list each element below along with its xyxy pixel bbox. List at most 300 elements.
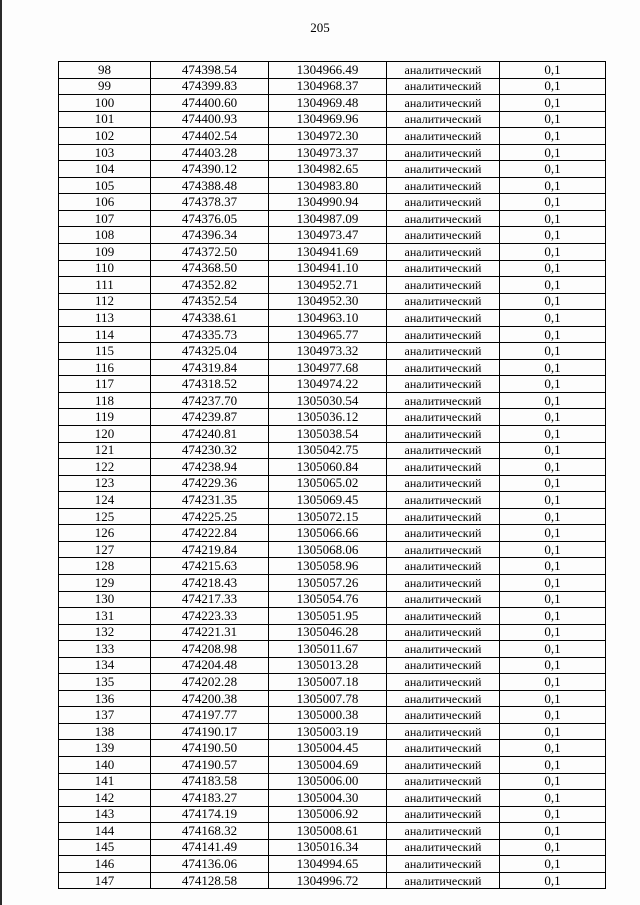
x-coordinate-cell: 474318.52	[151, 376, 269, 393]
accuracy-cell: 0,1	[500, 707, 606, 724]
x-coordinate-cell: 474218.43	[151, 574, 269, 591]
x-coordinate-cell: 474319.84	[151, 359, 269, 376]
y-coordinate-cell: 1304973.47	[269, 227, 387, 244]
method-cell: аналитический	[387, 475, 500, 492]
point-number-cell: 114	[59, 326, 151, 343]
x-coordinate-cell: 474174.19	[151, 806, 269, 823]
point-number-cell: 117	[59, 376, 151, 393]
accuracy-cell: 0,1	[500, 740, 606, 757]
point-number-cell: 110	[59, 260, 151, 277]
x-coordinate-cell: 474388.48	[151, 177, 269, 194]
table-row	[59, 674, 606, 691]
x-coordinate-cell: 474190.50	[151, 740, 269, 757]
point-number-cell: 135	[59, 674, 151, 691]
accuracy-cell: 0,1	[500, 128, 606, 145]
method-cell: аналитический	[387, 376, 500, 393]
point-number-cell: 144	[59, 823, 151, 840]
method-cell: аналитический	[387, 707, 500, 724]
point-number-cell: 108	[59, 227, 151, 244]
method-cell: аналитический	[387, 409, 500, 426]
y-coordinate-cell: 1304969.96	[269, 111, 387, 128]
point-number-cell: 142	[59, 790, 151, 807]
point-number-cell: 122	[59, 459, 151, 476]
method-cell: аналитический	[387, 624, 500, 641]
y-coordinate-cell: 1304994.65	[269, 856, 387, 873]
accuracy-cell: 0,1	[500, 756, 606, 773]
x-coordinate-cell: 474372.50	[151, 244, 269, 261]
x-coordinate-cell: 474240.81	[151, 426, 269, 443]
method-cell: аналитический	[387, 177, 500, 194]
x-coordinate-cell: 474237.70	[151, 392, 269, 409]
point-number-cell: 103	[59, 144, 151, 161]
point-number-cell: 128	[59, 558, 151, 575]
table-row	[59, 177, 606, 194]
y-coordinate-cell: 1305066.66	[269, 525, 387, 542]
table-row	[59, 508, 606, 525]
y-coordinate-cell: 1304977.68	[269, 359, 387, 376]
y-coordinate-cell: 1305007.18	[269, 674, 387, 691]
x-coordinate-cell: 474168.32	[151, 823, 269, 840]
point-number-cell: 138	[59, 723, 151, 740]
table-row	[59, 574, 606, 591]
point-number-cell: 126	[59, 525, 151, 542]
table-row	[59, 690, 606, 707]
y-coordinate-cell: 1305046.28	[269, 624, 387, 641]
point-number-cell: 133	[59, 641, 151, 658]
x-coordinate-cell: 474222.84	[151, 525, 269, 542]
accuracy-cell: 0,1	[500, 541, 606, 558]
method-cell: аналитический	[387, 558, 500, 575]
y-coordinate-cell: 1305060.84	[269, 459, 387, 476]
x-coordinate-cell: 474215.63	[151, 558, 269, 575]
table-row	[59, 756, 606, 773]
accuracy-cell: 0,1	[500, 856, 606, 873]
point-number-cell: 123	[59, 475, 151, 492]
method-cell: аналитический	[387, 277, 500, 294]
point-number-cell: 102	[59, 128, 151, 145]
method-cell: аналитический	[387, 492, 500, 509]
accuracy-cell: 0,1	[500, 442, 606, 459]
y-coordinate-cell: 1305013.28	[269, 657, 387, 674]
table-row	[59, 409, 606, 426]
point-number-cell: 113	[59, 310, 151, 327]
point-number-cell: 143	[59, 806, 151, 823]
method-cell: аналитический	[387, 740, 500, 757]
point-number-cell: 106	[59, 194, 151, 211]
table-row	[59, 475, 606, 492]
accuracy-cell: 0,1	[500, 608, 606, 625]
method-cell: аналитический	[387, 194, 500, 211]
table-row	[59, 128, 606, 145]
table-row	[59, 608, 606, 625]
x-coordinate-cell: 474141.49	[151, 839, 269, 856]
y-coordinate-cell: 1305058.96	[269, 558, 387, 575]
method-cell: аналитический	[387, 657, 500, 674]
accuracy-cell: 0,1	[500, 558, 606, 575]
method-cell: аналитический	[387, 260, 500, 277]
x-coordinate-cell: 474238.94	[151, 459, 269, 476]
y-coordinate-cell: 1305004.30	[269, 790, 387, 807]
method-cell: аналитический	[387, 111, 500, 128]
method-cell: аналитический	[387, 227, 500, 244]
method-cell: аналитический	[387, 161, 500, 178]
table-row	[59, 624, 606, 641]
method-cell: аналитический	[387, 78, 500, 95]
table-row	[59, 823, 606, 840]
method-cell: аналитический	[387, 591, 500, 608]
method-cell: аналитический	[387, 872, 500, 889]
accuracy-cell: 0,1	[500, 293, 606, 310]
method-cell: аналитический	[387, 541, 500, 558]
accuracy-cell: 0,1	[500, 872, 606, 889]
point-number-cell: 134	[59, 657, 151, 674]
accuracy-cell: 0,1	[500, 95, 606, 112]
coordinates-table	[58, 61, 606, 889]
method-cell: аналитический	[387, 690, 500, 707]
point-number-cell: 132	[59, 624, 151, 641]
method-cell: аналитический	[387, 128, 500, 145]
y-coordinate-cell: 1304974.22	[269, 376, 387, 393]
accuracy-cell: 0,1	[500, 359, 606, 376]
x-coordinate-cell: 474190.57	[151, 756, 269, 773]
method-cell: аналитический	[387, 674, 500, 691]
method-cell: аналитический	[387, 790, 500, 807]
point-number-cell: 100	[59, 95, 151, 112]
x-coordinate-cell: 474221.31	[151, 624, 269, 641]
y-coordinate-cell: 1305016.34	[269, 839, 387, 856]
accuracy-cell: 0,1	[500, 177, 606, 194]
accuracy-cell: 0,1	[500, 591, 606, 608]
x-coordinate-cell: 474396.34	[151, 227, 269, 244]
method-cell: аналитический	[387, 608, 500, 625]
page-number: 205	[310, 20, 330, 35]
point-number-cell: 118	[59, 392, 151, 409]
x-coordinate-cell: 474335.73	[151, 326, 269, 343]
y-coordinate-cell: 1304952.30	[269, 293, 387, 310]
method-cell: аналитический	[387, 343, 500, 360]
table-row	[59, 392, 606, 409]
x-coordinate-cell: 474376.05	[151, 210, 269, 227]
point-number-cell: 105	[59, 177, 151, 194]
accuracy-cell: 0,1	[500, 525, 606, 542]
table-row	[59, 343, 606, 360]
table-row	[59, 326, 606, 343]
point-number-cell: 116	[59, 359, 151, 376]
method-cell: аналитический	[387, 244, 500, 261]
point-number-cell: 125	[59, 508, 151, 525]
method-cell: аналитический	[387, 574, 500, 591]
table-row	[59, 541, 606, 558]
method-cell: аналитический	[387, 442, 500, 459]
table-row	[59, 78, 606, 95]
accuracy-cell: 0,1	[500, 392, 606, 409]
table-row	[59, 310, 606, 327]
y-coordinate-cell: 1305057.26	[269, 574, 387, 591]
point-number-cell: 141	[59, 773, 151, 790]
table-row	[59, 111, 606, 128]
x-coordinate-cell: 474197.77	[151, 707, 269, 724]
accuracy-cell: 0,1	[500, 326, 606, 343]
y-coordinate-cell: 1304990.94	[269, 194, 387, 211]
method-cell: аналитический	[387, 210, 500, 227]
table-row	[59, 442, 606, 459]
y-coordinate-cell: 1304941.10	[269, 260, 387, 277]
x-coordinate-cell: 474230.32	[151, 442, 269, 459]
table-row	[59, 773, 606, 790]
table-row	[59, 376, 606, 393]
table-row	[59, 210, 606, 227]
table-row	[59, 426, 606, 443]
table-row	[59, 260, 606, 277]
y-coordinate-cell: 1305065.02	[269, 475, 387, 492]
x-coordinate-cell: 474202.28	[151, 674, 269, 691]
method-cell: аналитический	[387, 756, 500, 773]
x-coordinate-cell: 474378.37	[151, 194, 269, 211]
point-number-cell: 136	[59, 690, 151, 707]
table-row	[59, 525, 606, 542]
y-coordinate-cell: 1304973.32	[269, 343, 387, 360]
accuracy-cell: 0,1	[500, 409, 606, 426]
table-row	[59, 806, 606, 823]
table-row	[59, 95, 606, 112]
accuracy-cell: 0,1	[500, 161, 606, 178]
table-row	[59, 740, 606, 757]
point-number-cell: 111	[59, 277, 151, 294]
accuracy-cell: 0,1	[500, 210, 606, 227]
y-coordinate-cell: 1305004.45	[269, 740, 387, 757]
x-coordinate-cell: 474208.98	[151, 641, 269, 658]
method-cell: аналитический	[387, 773, 500, 790]
table-row	[59, 872, 606, 889]
accuracy-cell: 0,1	[500, 227, 606, 244]
y-coordinate-cell: 1305004.69	[269, 756, 387, 773]
point-number-cell: 130	[59, 591, 151, 608]
accuracy-cell: 0,1	[500, 343, 606, 360]
method-cell: аналитический	[387, 326, 500, 343]
y-coordinate-cell: 1304965.77	[269, 326, 387, 343]
x-coordinate-cell: 474231.35	[151, 492, 269, 509]
x-coordinate-cell: 474183.27	[151, 790, 269, 807]
method-cell: аналитический	[387, 293, 500, 310]
y-coordinate-cell: 1305006.92	[269, 806, 387, 823]
y-coordinate-cell: 1305007.78	[269, 690, 387, 707]
point-number-cell: 119	[59, 409, 151, 426]
point-number-cell: 112	[59, 293, 151, 310]
x-coordinate-cell: 474400.60	[151, 95, 269, 112]
x-coordinate-cell: 474229.36	[151, 475, 269, 492]
y-coordinate-cell: 1304952.71	[269, 277, 387, 294]
method-cell: аналитический	[387, 392, 500, 409]
coordinates-table-body	[59, 62, 606, 889]
y-coordinate-cell: 1305011.67	[269, 641, 387, 658]
y-coordinate-cell: 1305054.76	[269, 591, 387, 608]
point-number-cell: 146	[59, 856, 151, 873]
point-number-cell: 124	[59, 492, 151, 509]
accuracy-cell: 0,1	[500, 459, 606, 476]
accuracy-cell: 0,1	[500, 376, 606, 393]
x-coordinate-cell: 474128.58	[151, 872, 269, 889]
x-coordinate-cell: 474217.33	[151, 591, 269, 608]
x-coordinate-cell: 474136.06	[151, 856, 269, 873]
method-cell: аналитический	[387, 508, 500, 525]
x-coordinate-cell: 474400.93	[151, 111, 269, 128]
point-number-cell: 129	[59, 574, 151, 591]
y-coordinate-cell: 1305038.54	[269, 426, 387, 443]
table-row	[59, 161, 606, 178]
point-number-cell: 107	[59, 210, 151, 227]
point-number-cell: 131	[59, 608, 151, 625]
table-row	[59, 856, 606, 873]
method-cell: аналитический	[387, 426, 500, 443]
y-coordinate-cell: 1305036.12	[269, 409, 387, 426]
method-cell: аналитический	[387, 459, 500, 476]
accuracy-cell: 0,1	[500, 144, 606, 161]
accuracy-cell: 0,1	[500, 657, 606, 674]
method-cell: аналитический	[387, 359, 500, 376]
y-coordinate-cell: 1305003.19	[269, 723, 387, 740]
point-number-cell: 147	[59, 872, 151, 889]
accuracy-cell: 0,1	[500, 641, 606, 658]
x-coordinate-cell: 474190.17	[151, 723, 269, 740]
x-coordinate-cell: 474225.25	[151, 508, 269, 525]
accuracy-cell: 0,1	[500, 475, 606, 492]
point-number-cell: 121	[59, 442, 151, 459]
y-coordinate-cell: 1305006.00	[269, 773, 387, 790]
y-coordinate-cell: 1304983.80	[269, 177, 387, 194]
accuracy-cell: 0,1	[500, 508, 606, 525]
x-coordinate-cell: 474223.33	[151, 608, 269, 625]
table-row	[59, 657, 606, 674]
table-row	[59, 723, 606, 740]
x-coordinate-cell: 474352.54	[151, 293, 269, 310]
x-coordinate-cell: 474200.38	[151, 690, 269, 707]
accuracy-cell: 0,1	[500, 78, 606, 95]
x-coordinate-cell: 474352.82	[151, 277, 269, 294]
y-coordinate-cell: 1304996.72	[269, 872, 387, 889]
accuracy-cell: 0,1	[500, 823, 606, 840]
table-row	[59, 591, 606, 608]
table-row	[59, 492, 606, 509]
x-coordinate-cell: 474239.87	[151, 409, 269, 426]
table-row	[59, 277, 606, 294]
accuracy-cell: 0,1	[500, 790, 606, 807]
accuracy-cell: 0,1	[500, 244, 606, 261]
table-row	[59, 227, 606, 244]
x-coordinate-cell: 474219.84	[151, 541, 269, 558]
table-row	[59, 194, 606, 211]
x-coordinate-cell: 474183.58	[151, 773, 269, 790]
y-coordinate-cell: 1304941.69	[269, 244, 387, 261]
table-row	[59, 790, 606, 807]
y-coordinate-cell: 1305072.15	[269, 508, 387, 525]
method-cell: аналитический	[387, 95, 500, 112]
point-number-cell: 140	[59, 756, 151, 773]
method-cell: аналитический	[387, 839, 500, 856]
y-coordinate-cell: 1305051.95	[269, 608, 387, 625]
method-cell: аналитический	[387, 144, 500, 161]
accuracy-cell: 0,1	[500, 310, 606, 327]
point-number-cell: 101	[59, 111, 151, 128]
x-coordinate-cell: 474325.04	[151, 343, 269, 360]
accuracy-cell: 0,1	[500, 277, 606, 294]
point-number-cell: 109	[59, 244, 151, 261]
y-coordinate-cell: 1304972.30	[269, 128, 387, 145]
scan-edge	[0, 0, 2, 905]
y-coordinate-cell: 1305042.75	[269, 442, 387, 459]
y-coordinate-cell: 1305008.61	[269, 823, 387, 840]
accuracy-cell: 0,1	[500, 839, 606, 856]
table-row	[59, 459, 606, 476]
x-coordinate-cell: 474204.48	[151, 657, 269, 674]
point-number-cell: 104	[59, 161, 151, 178]
accuracy-cell: 0,1	[500, 624, 606, 641]
accuracy-cell: 0,1	[500, 574, 606, 591]
method-cell: аналитический	[387, 310, 500, 327]
x-coordinate-cell: 474390.12	[151, 161, 269, 178]
y-coordinate-cell: 1304973.37	[269, 144, 387, 161]
x-coordinate-cell: 474399.83	[151, 78, 269, 95]
method-cell: аналитический	[387, 62, 500, 79]
x-coordinate-cell: 474402.54	[151, 128, 269, 145]
y-coordinate-cell: 1305030.54	[269, 392, 387, 409]
accuracy-cell: 0,1	[500, 723, 606, 740]
method-cell: аналитический	[387, 641, 500, 658]
x-coordinate-cell: 474368.50	[151, 260, 269, 277]
accuracy-cell: 0,1	[500, 806, 606, 823]
x-coordinate-cell: 474403.28	[151, 144, 269, 161]
method-cell: аналитический	[387, 806, 500, 823]
accuracy-cell: 0,1	[500, 674, 606, 691]
y-coordinate-cell: 1304982.65	[269, 161, 387, 178]
y-coordinate-cell: 1304963.10	[269, 310, 387, 327]
y-coordinate-cell: 1304966.49	[269, 62, 387, 79]
table-row	[59, 244, 606, 261]
table-row	[59, 707, 606, 724]
table-row	[59, 839, 606, 856]
method-cell: аналитический	[387, 856, 500, 873]
point-number-cell: 137	[59, 707, 151, 724]
point-number-cell: 139	[59, 740, 151, 757]
accuracy-cell: 0,1	[500, 426, 606, 443]
point-number-cell: 145	[59, 839, 151, 856]
table-row	[59, 293, 606, 310]
method-cell: аналитический	[387, 723, 500, 740]
y-coordinate-cell: 1304987.09	[269, 210, 387, 227]
y-coordinate-cell: 1305069.45	[269, 492, 387, 509]
x-coordinate-cell: 474338.61	[151, 310, 269, 327]
x-coordinate-cell: 474398.54	[151, 62, 269, 79]
accuracy-cell: 0,1	[500, 260, 606, 277]
y-coordinate-cell: 1304968.37	[269, 78, 387, 95]
point-number-cell: 120	[59, 426, 151, 443]
accuracy-cell: 0,1	[500, 111, 606, 128]
point-number-cell: 115	[59, 343, 151, 360]
accuracy-cell: 0,1	[500, 492, 606, 509]
point-number-cell: 98	[59, 62, 151, 79]
accuracy-cell: 0,1	[500, 773, 606, 790]
table-row	[59, 641, 606, 658]
accuracy-cell: 0,1	[500, 194, 606, 211]
table-row	[59, 144, 606, 161]
method-cell: аналитический	[387, 823, 500, 840]
table-row	[59, 62, 606, 79]
y-coordinate-cell: 1305000.38	[269, 707, 387, 724]
table-row	[59, 359, 606, 376]
accuracy-cell: 0,1	[500, 690, 606, 707]
point-number-cell: 99	[59, 78, 151, 95]
y-coordinate-cell: 1305068.06	[269, 541, 387, 558]
y-coordinate-cell: 1304969.48	[269, 95, 387, 112]
